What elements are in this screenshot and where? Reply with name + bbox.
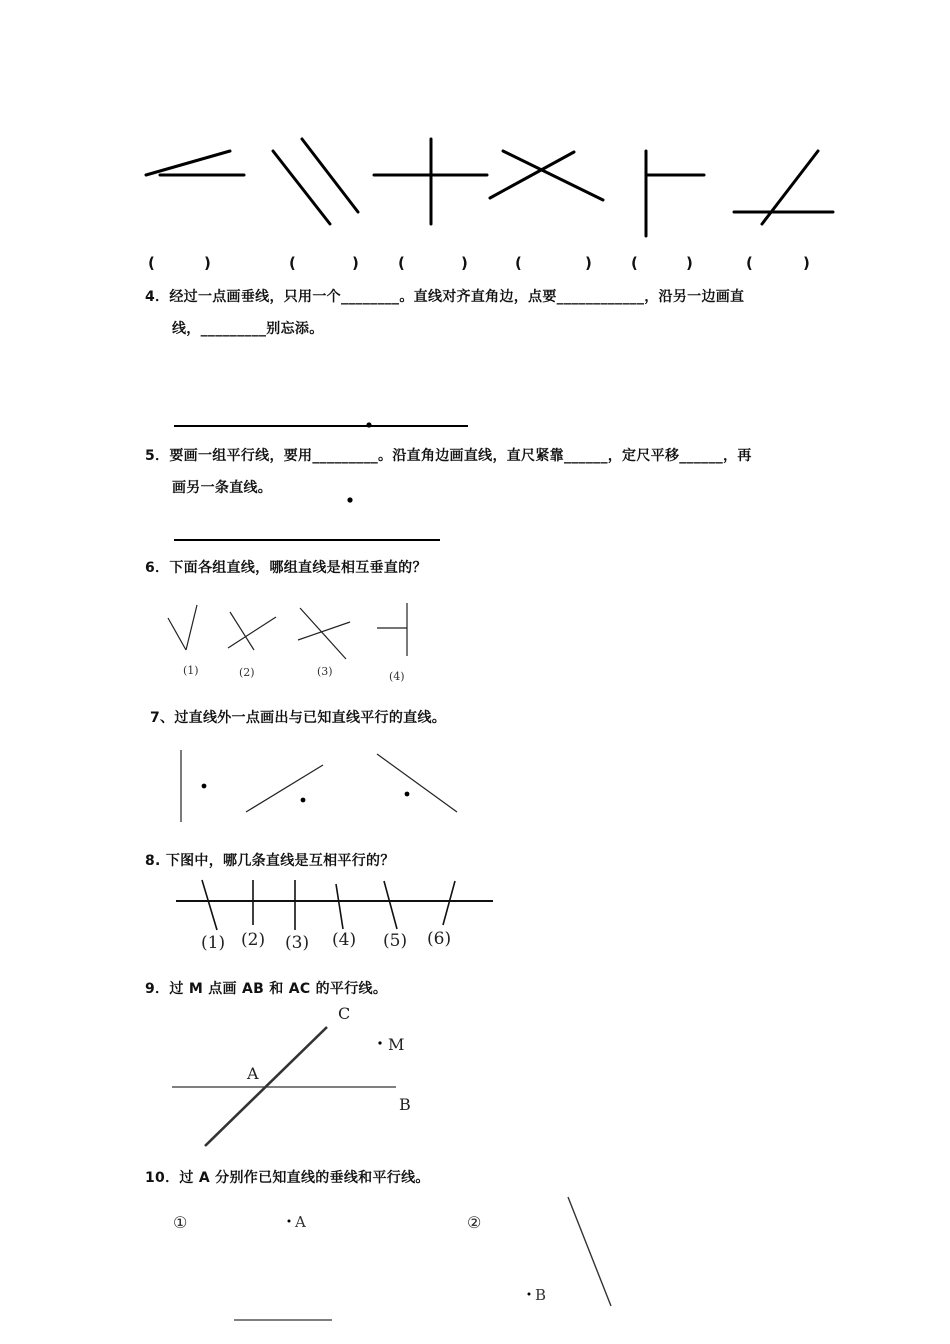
q3-paren-open-2: ( bbox=[289, 254, 296, 272]
q3-paren-close-3: ) bbox=[461, 254, 468, 272]
q8-label-1: (1) bbox=[201, 933, 226, 953]
q8-label-6: (6) bbox=[427, 929, 452, 949]
q6-label-4: (4) bbox=[389, 670, 405, 683]
q10-line-slanted bbox=[568, 1197, 611, 1306]
q10-title: 10．过 A 分别作已知直线的垂线和平行线。 bbox=[145, 1170, 430, 1186]
q10-mark-2: ② bbox=[467, 1213, 482, 1232]
q3-paren-open-4: ( bbox=[515, 254, 522, 272]
q4-text-line-2: 线，_________别忘添。 bbox=[172, 321, 324, 337]
q10-point-b-dot bbox=[528, 1293, 531, 1296]
q3-paren-close-1: ) bbox=[204, 254, 211, 272]
q3-paren-open-5: ( bbox=[631, 254, 638, 272]
q4-text-line-1: 4．经过一点画垂线，只用一个________。直线对齐直角边，点要____________，沿另一边画直 bbox=[145, 289, 745, 305]
q6-label-1: (1) bbox=[183, 664, 199, 677]
q6-label-2: (2) bbox=[239, 666, 255, 679]
q9-label-b: B bbox=[399, 1095, 411, 1114]
q3-paren-open-6: ( bbox=[746, 254, 753, 272]
q10-label-b: B bbox=[535, 1286, 547, 1304]
q3-paren-open-1: ( bbox=[148, 254, 155, 272]
q3-paren-close-6: ) bbox=[803, 254, 810, 272]
q3-paren-close-5: ) bbox=[686, 254, 693, 272]
q3-paren-close-2: ) bbox=[352, 254, 359, 272]
q9-title: 9．过 M 点画 AB 和 AC 的平行线。 bbox=[145, 981, 388, 997]
q10-mark-1: ① bbox=[173, 1213, 188, 1232]
q9-label-m: M bbox=[388, 1035, 405, 1054]
q3-paren-close-4: ) bbox=[585, 254, 592, 272]
q6-label-3: (3) bbox=[317, 665, 333, 678]
q5-text-line-1: 5．要画一组平行线，要用_________。沿直角边画直线，直尺紧靠______，定尺平移______，再 bbox=[145, 448, 752, 464]
q5-text-line-2: 画另一条直线。 bbox=[172, 480, 273, 496]
q8-label-5: (5) bbox=[383, 931, 408, 951]
q8-label-3: (3) bbox=[285, 933, 310, 953]
q10-point-a-dot bbox=[288, 1220, 291, 1223]
q8-title: 8. 下图中，哪几条直线是互相平行的？ bbox=[145, 853, 395, 869]
q8-label-2: (2) bbox=[241, 930, 266, 950]
q8-label-4: (4) bbox=[332, 930, 357, 950]
q9-label-c: C bbox=[338, 1004, 351, 1023]
q7-title: 7、过直线外一点画出与已知直线平行的直线。 bbox=[150, 710, 447, 726]
q10-label-a: A bbox=[295, 1213, 306, 1231]
q9-label-a: A bbox=[247, 1064, 259, 1083]
q6-title: 6．下面各组直线，哪组直线是相互垂直的？ bbox=[145, 560, 427, 576]
q3-paren-open-3: ( bbox=[398, 254, 405, 272]
